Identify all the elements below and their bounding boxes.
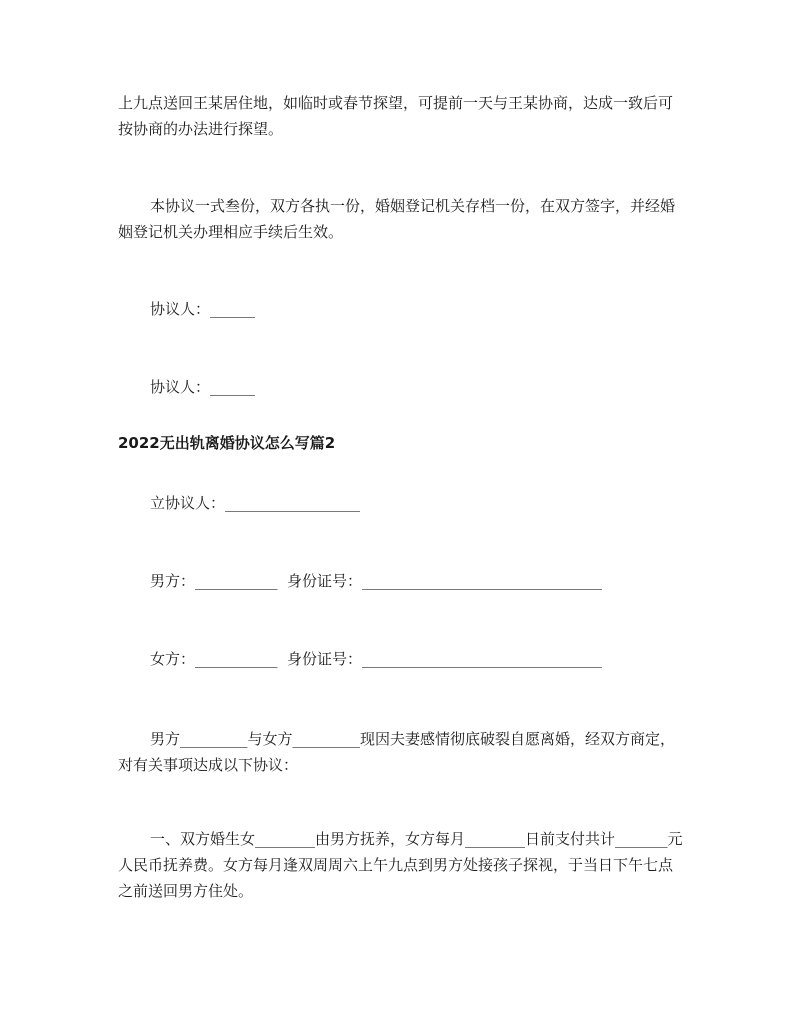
section-heading: 2022无出轨离婚协议怎么写篇2 [118,434,336,452]
female-party-line: 女方：___________ 身份证号：________________________________ [150,650,603,668]
paragraph-copies-clause: 本协议一式叁份，双方各执一份，婚姻登记机关存档一份，在双方签字，并经婚姻登记机关办理相应手续后生效。 [118,197,676,241]
clause-1-paragraph: 一、双方婚生女________由男方抚养，女方每月________日前支付共计_______元人民币抚养费。女方每月逢双周周六上午九点到男方处接孩子探视，于当日下午七点之前送回男方住处。 [118,830,683,900]
party-line: 立协议人：__________________ [150,494,361,512]
paragraph-visitation-continuation: 上九点送回王某居住地，如临时或春节探望，可提前一天与王某协商，达成一致后可按协商的办法进行探望。 [118,94,674,138]
intro-paragraph: 男方_________与女方_________现因夫妻感情彻底破裂自愿离婚，经双方商定，对有关事项达成以下协议： [118,730,676,774]
male-party-line: 男方：___________ 身份证号：________________________________ [150,572,603,590]
signature-line-1: 协议人：______ [150,300,256,318]
signature-line-2: 协议人：______ [150,378,256,396]
